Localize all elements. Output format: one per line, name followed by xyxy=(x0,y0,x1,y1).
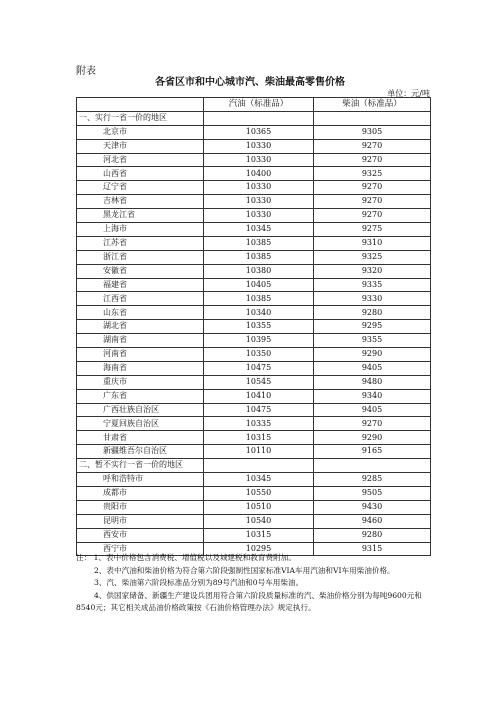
document-title: 各省区市和中心城市汽、柴油最高零售价格 xyxy=(155,77,345,88)
table-row xyxy=(77,528,431,542)
gasoline-price: 10295 xyxy=(204,542,314,556)
region-name: 安徽省 xyxy=(77,264,204,278)
section-row xyxy=(77,111,431,125)
diesel-price: 9330 xyxy=(314,292,431,306)
diesel-price: 9270 xyxy=(314,153,431,167)
gasoline-price: 10330 xyxy=(204,139,314,153)
gasoline-price: 10385 xyxy=(204,292,314,306)
table-row xyxy=(77,417,431,431)
table-row xyxy=(77,292,431,306)
section-gasoline-blank xyxy=(204,111,314,125)
diesel-price: 9405 xyxy=(314,403,431,417)
region-name: 山东省 xyxy=(77,306,204,320)
table-row xyxy=(77,125,431,139)
appendix-label: 附表 xyxy=(76,66,96,77)
gasoline-price: 10510 xyxy=(204,500,314,514)
table-row xyxy=(77,181,431,195)
gasoline-price: 10315 xyxy=(204,431,314,445)
region-name: 西宁市 xyxy=(77,542,204,556)
gasoline-price: 10540 xyxy=(204,514,314,528)
region-name: 吉林省 xyxy=(77,195,204,209)
region-name: 新疆维吾尔自治区 xyxy=(77,445,204,459)
header-gasoline: 汽油（标准品） xyxy=(204,98,314,112)
diesel-price: 9165 xyxy=(314,445,431,459)
diesel-price: 9315 xyxy=(314,542,431,556)
table-row xyxy=(77,264,431,278)
price-table xyxy=(76,97,431,556)
table-row xyxy=(77,209,431,223)
table-row xyxy=(77,139,431,153)
section-gasoline-blank xyxy=(204,459,314,473)
table-row xyxy=(77,236,431,250)
region-name: 河南省 xyxy=(77,348,204,362)
section-title: 二、暂不实行一省一价的地区 xyxy=(77,459,204,473)
diesel-price: 9295 xyxy=(314,320,431,334)
region-name: 昆明市 xyxy=(77,514,204,528)
diesel-price: 9280 xyxy=(314,306,431,320)
diesel-price: 9405 xyxy=(314,361,431,375)
region-name: 贵阳市 xyxy=(77,500,204,514)
region-name: 湖南省 xyxy=(77,334,204,348)
table-row xyxy=(77,223,431,237)
section-row xyxy=(77,459,431,473)
table-row xyxy=(77,250,431,264)
gasoline-price: 10330 xyxy=(204,153,314,167)
gasoline-price: 10340 xyxy=(204,306,314,320)
gasoline-price: 10345 xyxy=(204,223,314,237)
table-row xyxy=(77,486,431,500)
gasoline-price: 10330 xyxy=(204,195,314,209)
gasoline-price: 10400 xyxy=(204,167,314,181)
table-row xyxy=(77,375,431,389)
table-row xyxy=(77,320,431,334)
note-4: 4、供国家储备、新疆生产建设兵团用符合第六阶段质量标准的汽、柴油价格分别为每吨9600元和8540元；其它相关成品油价格政策按《石油价格管理办法》规定执行。 xyxy=(76,590,422,613)
table-row xyxy=(77,306,431,320)
diesel-price: 9335 xyxy=(314,278,431,292)
region-name: 海南省 xyxy=(77,361,204,375)
gasoline-price: 10110 xyxy=(204,445,314,459)
region-name: 成都市 xyxy=(77,486,204,500)
table-row xyxy=(77,514,431,528)
table-row xyxy=(77,445,431,459)
gasoline-price: 10405 xyxy=(204,278,314,292)
gasoline-price: 10395 xyxy=(204,334,314,348)
gasoline-price: 10385 xyxy=(204,250,314,264)
region-name: 广东省 xyxy=(77,389,204,403)
note-2: 2、表中汽油和柴油价格为符合第六阶段强制性国家标准VIA车用汽油和VI车用柴油价格。 xyxy=(94,565,395,575)
section-diesel-blank xyxy=(314,111,431,125)
gasoline-price: 10385 xyxy=(204,236,314,250)
region-name: 江西省 xyxy=(77,292,204,306)
gasoline-price: 10410 xyxy=(204,389,314,403)
table-row xyxy=(77,361,431,375)
table-row xyxy=(77,334,431,348)
gasoline-price: 10550 xyxy=(204,486,314,500)
region-name: 江苏省 xyxy=(77,236,204,250)
region-name: 甘肃省 xyxy=(77,431,204,445)
diesel-price: 9290 xyxy=(314,348,431,362)
diesel-price: 9270 xyxy=(314,181,431,195)
diesel-price: 9325 xyxy=(314,167,431,181)
diesel-price: 9280 xyxy=(314,528,431,542)
gasoline-price: 10315 xyxy=(204,528,314,542)
diesel-price: 9325 xyxy=(314,250,431,264)
gasoline-price: 10365 xyxy=(204,125,314,139)
diesel-price: 9270 xyxy=(314,195,431,209)
table-header-row xyxy=(77,98,431,112)
region-name: 呼和浩特市 xyxy=(77,473,204,487)
notes xyxy=(76,552,430,615)
diesel-price: 9310 xyxy=(314,236,431,250)
region-name: 福建省 xyxy=(77,278,204,292)
table-row xyxy=(77,278,431,292)
gasoline-price: 10380 xyxy=(204,264,314,278)
region-name: 浙江省 xyxy=(77,250,204,264)
diesel-price: 9270 xyxy=(314,417,431,431)
table-row xyxy=(77,348,431,362)
header-blank xyxy=(77,98,204,112)
region-name: 上海市 xyxy=(77,223,204,237)
region-name: 重庆市 xyxy=(77,375,204,389)
note-1: 注： 1、表中价格包含消费税、增值税以及城建税和教育费附加。 xyxy=(76,553,296,562)
diesel-price: 9270 xyxy=(314,139,431,153)
diesel-price: 9340 xyxy=(314,389,431,403)
diesel-price: 9355 xyxy=(314,334,431,348)
diesel-price: 9460 xyxy=(314,514,431,528)
table-row xyxy=(77,167,431,181)
table-body xyxy=(77,111,431,556)
section-title: 一、实行一省一价的地区 xyxy=(77,111,204,125)
diesel-price: 9430 xyxy=(314,500,431,514)
diesel-price: 9320 xyxy=(314,264,431,278)
region-name: 广西壮族自治区 xyxy=(77,403,204,417)
table-row xyxy=(77,153,431,167)
diesel-price: 9285 xyxy=(314,473,431,487)
table-row xyxy=(77,500,431,514)
table-row xyxy=(77,473,431,487)
region-name: 河北省 xyxy=(77,153,204,167)
diesel-price: 9270 xyxy=(314,209,431,223)
region-name: 黑龙江省 xyxy=(77,209,204,223)
section-diesel-blank xyxy=(314,459,431,473)
table-row xyxy=(77,431,431,445)
region-name: 山西省 xyxy=(77,167,204,181)
region-name: 西安市 xyxy=(77,528,204,542)
gasoline-price: 10350 xyxy=(204,348,314,362)
gasoline-price: 10335 xyxy=(204,417,314,431)
table-row xyxy=(77,403,431,417)
gasoline-price: 10330 xyxy=(204,181,314,195)
gasoline-price: 10355 xyxy=(204,320,314,334)
gasoline-price: 10475 xyxy=(204,403,314,417)
region-name: 湖北省 xyxy=(77,320,204,334)
gasoline-price: 10330 xyxy=(204,209,314,223)
region-name: 宁夏回族自治区 xyxy=(77,417,204,431)
header-diesel: 柴油（标准品） xyxy=(314,98,431,112)
diesel-price: 9275 xyxy=(314,223,431,237)
table-row xyxy=(77,389,431,403)
region-name: 辽宁省 xyxy=(77,181,204,195)
diesel-price: 9305 xyxy=(314,125,431,139)
gasoline-price: 10545 xyxy=(204,375,314,389)
diesel-price: 9480 xyxy=(314,375,431,389)
unit-label: 单位：元/吨 xyxy=(387,89,430,98)
diesel-price: 9290 xyxy=(314,431,431,445)
diesel-price: 9505 xyxy=(314,486,431,500)
table-row xyxy=(77,195,431,209)
note-3: 3、汽、柴油第六阶段标准品分别为89号汽油和0号车用柴油。 xyxy=(94,578,304,588)
gasoline-price: 10345 xyxy=(204,473,314,487)
region-name: 北京市 xyxy=(77,125,204,139)
region-name: 天津市 xyxy=(77,139,204,153)
gasoline-price: 10475 xyxy=(204,361,314,375)
